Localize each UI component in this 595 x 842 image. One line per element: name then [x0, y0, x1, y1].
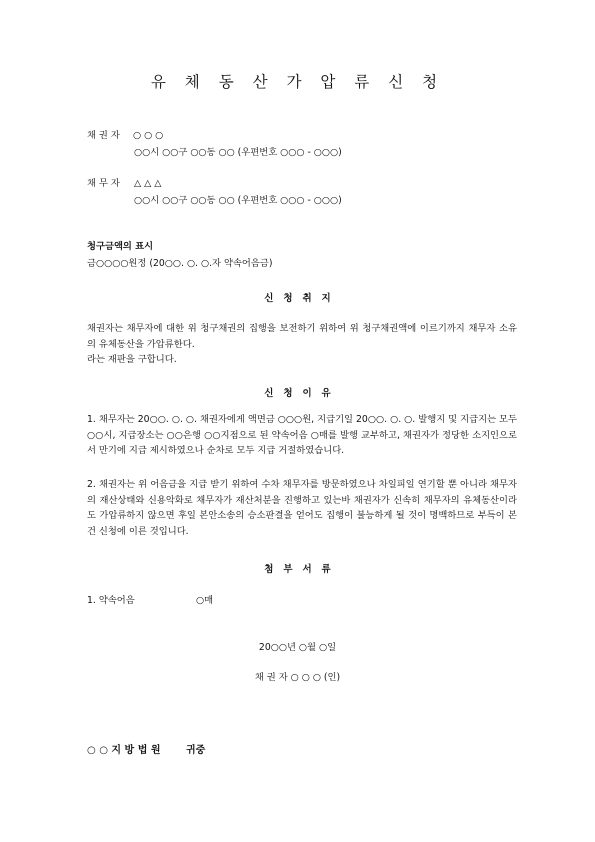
- purpose-body: 채권자는 채무자에 대한 위 청구채권의 집행을 보전하기 위하여 위 청구채권액에 이르기까지 채무자 소유의 유체동산을 가압류한다.: [87, 323, 517, 350]
- purpose-heading: 신 청 취 지: [264, 293, 331, 304]
- reason-item-2: 2. 채권자는 위 어음금을 지급 받기 위하여 수차 채무자를 방문하였으나 차일피일 연기할 뿐 아니라 채무자의 재산상태와 신용악화로 채무자가 재산처분을 진행하고 있는바 채권자가 신속히 채무자의 유체동산이라도 가압류하지 않으면 후일 본안소송의 승소판결을 얻어도 집행이 불능하게 될 것이 명백하므로 부득이 본 건 신청에 이른 것입니다.: [87, 479, 517, 537]
- signature-line: 채 권 자 ○ ○ ○ (인): [254, 672, 341, 683]
- purpose-closing: 라는 재판을 구합니다.: [87, 354, 177, 365]
- attachment-name: 1. 약속어음: [87, 595, 135, 606]
- reason-item-1: 1. 채무자는 20○○. ○. ○. 채권자에게 액면금 ○○○원, 지급기일 20○○. ○. ○. 발행지 및 지급지는 모두 ○○시, 지급장소는 ○○은행 ○○지점으로 된 약속어음 ○매를 발행 교부하고, 채권자가 정당한 소지인으로서 만기에 지급 제시하였으나 순차로 모두 지급 거절하였습니다.: [87, 414, 517, 457]
- attachments-heading: 첨 부 서 류: [264, 564, 331, 575]
- debtor-name: △ △ △: [134, 178, 162, 189]
- debtor-address: ○○시 ○○구 ○○동 ○○ (우편번호 ○○○ - ○○○): [134, 195, 342, 206]
- creditor-label: 채 권 자: [87, 130, 120, 141]
- document-date: 20○○년 ○월 ○일: [258, 642, 337, 653]
- court-suffix: 귀중: [186, 745, 206, 756]
- creditor-address: ○○시 ○○구 ○○동 ○○ (우편번호 ○○○ - ○○○): [134, 147, 342, 158]
- creditor-name: ○ ○ ○: [133, 130, 164, 141]
- claim-amount: 금○○○○원정 (20○○. ○. ○.자 약속어음금): [87, 258, 273, 269]
- claim-heading: 청구금액의 표시: [87, 241, 154, 252]
- document-title: 유 체 동 산 가 압 류 신 청: [150, 73, 445, 91]
- attachment-count: ○매: [196, 595, 214, 606]
- debtor-label: 채 무 자: [87, 178, 120, 189]
- court-name: ○ ○ 지 방 법 원: [87, 745, 161, 756]
- reasons-heading: 신 청 이 유: [264, 388, 331, 399]
